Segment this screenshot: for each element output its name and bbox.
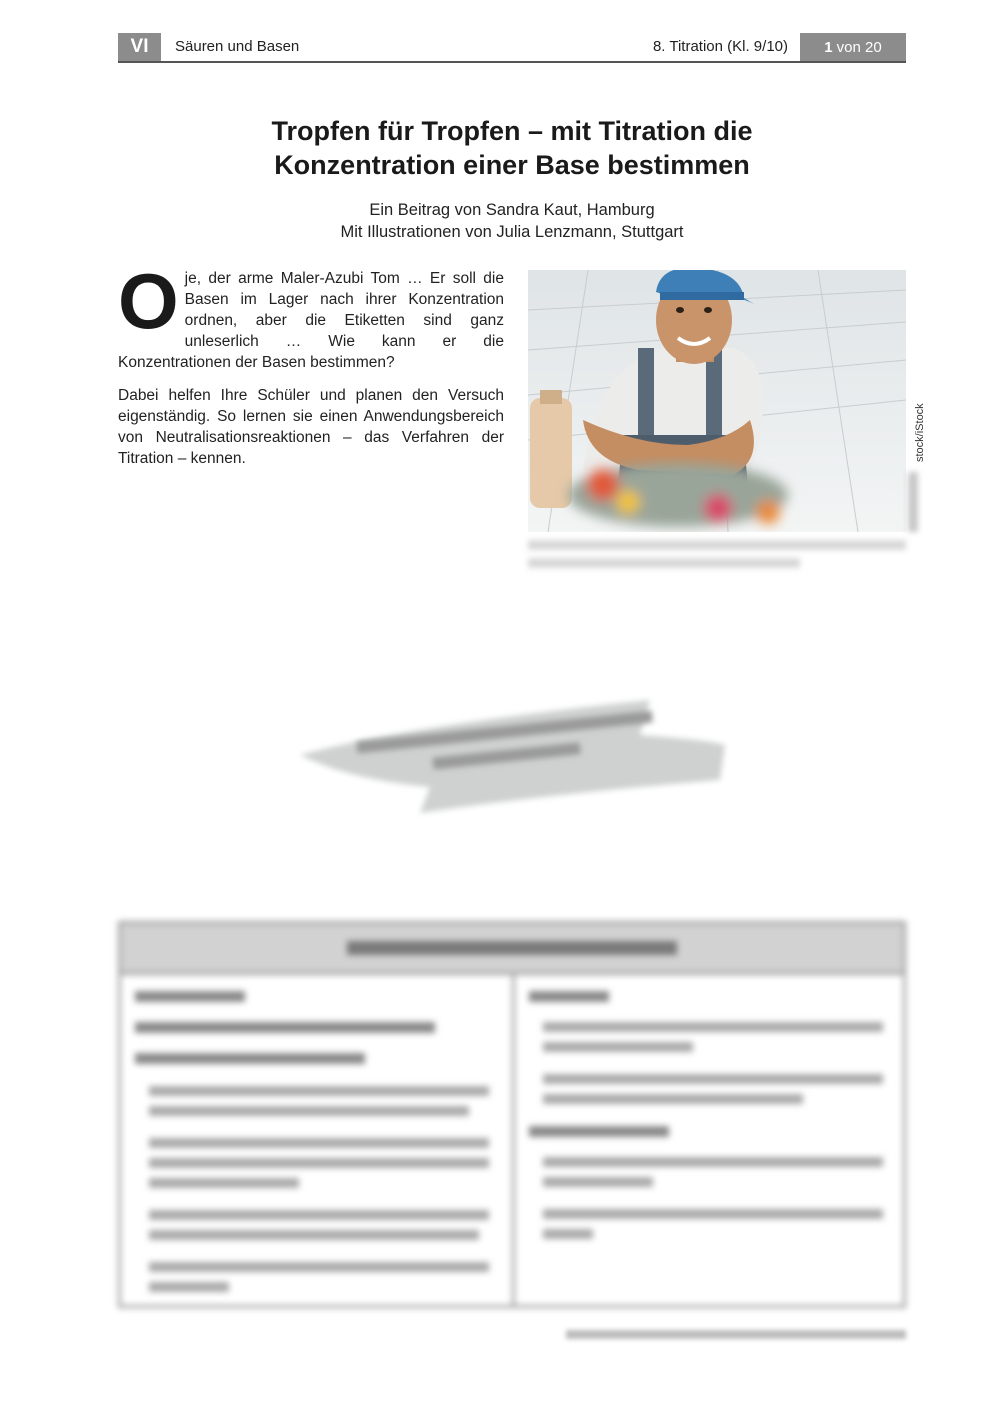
document-title [118, 114, 906, 182]
title-line-2: Konzentration einer Base bestimmen [274, 150, 750, 180]
intro-paragraph-2: Dabei helfen Ihre Schüler und planen den Versuch eigenständig. So lernen sie einen Anwendungsbereich von Neutralisationsreaktionen – das Verfahren der Titration – kennen. [118, 387, 504, 467]
photo-caption-blurred [528, 536, 906, 568]
title-line-1: Tropfen für Tropfen – mit Titration die [271, 116, 753, 146]
intro-paragraph-1 [118, 257, 504, 373]
drop-cap: O [118, 257, 179, 345]
overview-right-column [512, 975, 903, 1305]
section-badge: VI [118, 33, 161, 61]
page-indicator [800, 33, 906, 61]
page-header [118, 33, 906, 63]
page-total: von 20 [836, 38, 882, 56]
photo-credit-smudge [908, 472, 918, 532]
header-unit: 8. Titration (Kl. 9/10) [652, 38, 788, 55]
byline-author: Ein Beitrag von Sandra Kaut, Hamburg [369, 201, 655, 219]
painter-photo [528, 270, 906, 532]
byline-illustrator: Mit Illustrationen von Julia Lenzmann, Stuttgart [340, 223, 684, 241]
header-topic: Säuren und Basen [175, 38, 300, 55]
intro-paragraph-1-text: je, der arme Maler-Azubi Tom … Er soll die Basen im Lager nach ihrer Konzentration ordnen, aber die Etiketten sind ganz unleserlich … Wie kann er die Konzentrationen der Basen bestimmen? [118, 270, 504, 371]
photo-credit-text: stock/iStock [914, 403, 926, 462]
page-current: 1 [824, 38, 833, 56]
byline [118, 199, 906, 243]
overview-header [121, 924, 903, 975]
overview-box [118, 921, 906, 1308]
page-footer-blurred [566, 1330, 906, 1339]
overview-left-column [121, 975, 512, 1305]
intro-text [118, 257, 504, 481]
photo-credit [898, 402, 938, 532]
